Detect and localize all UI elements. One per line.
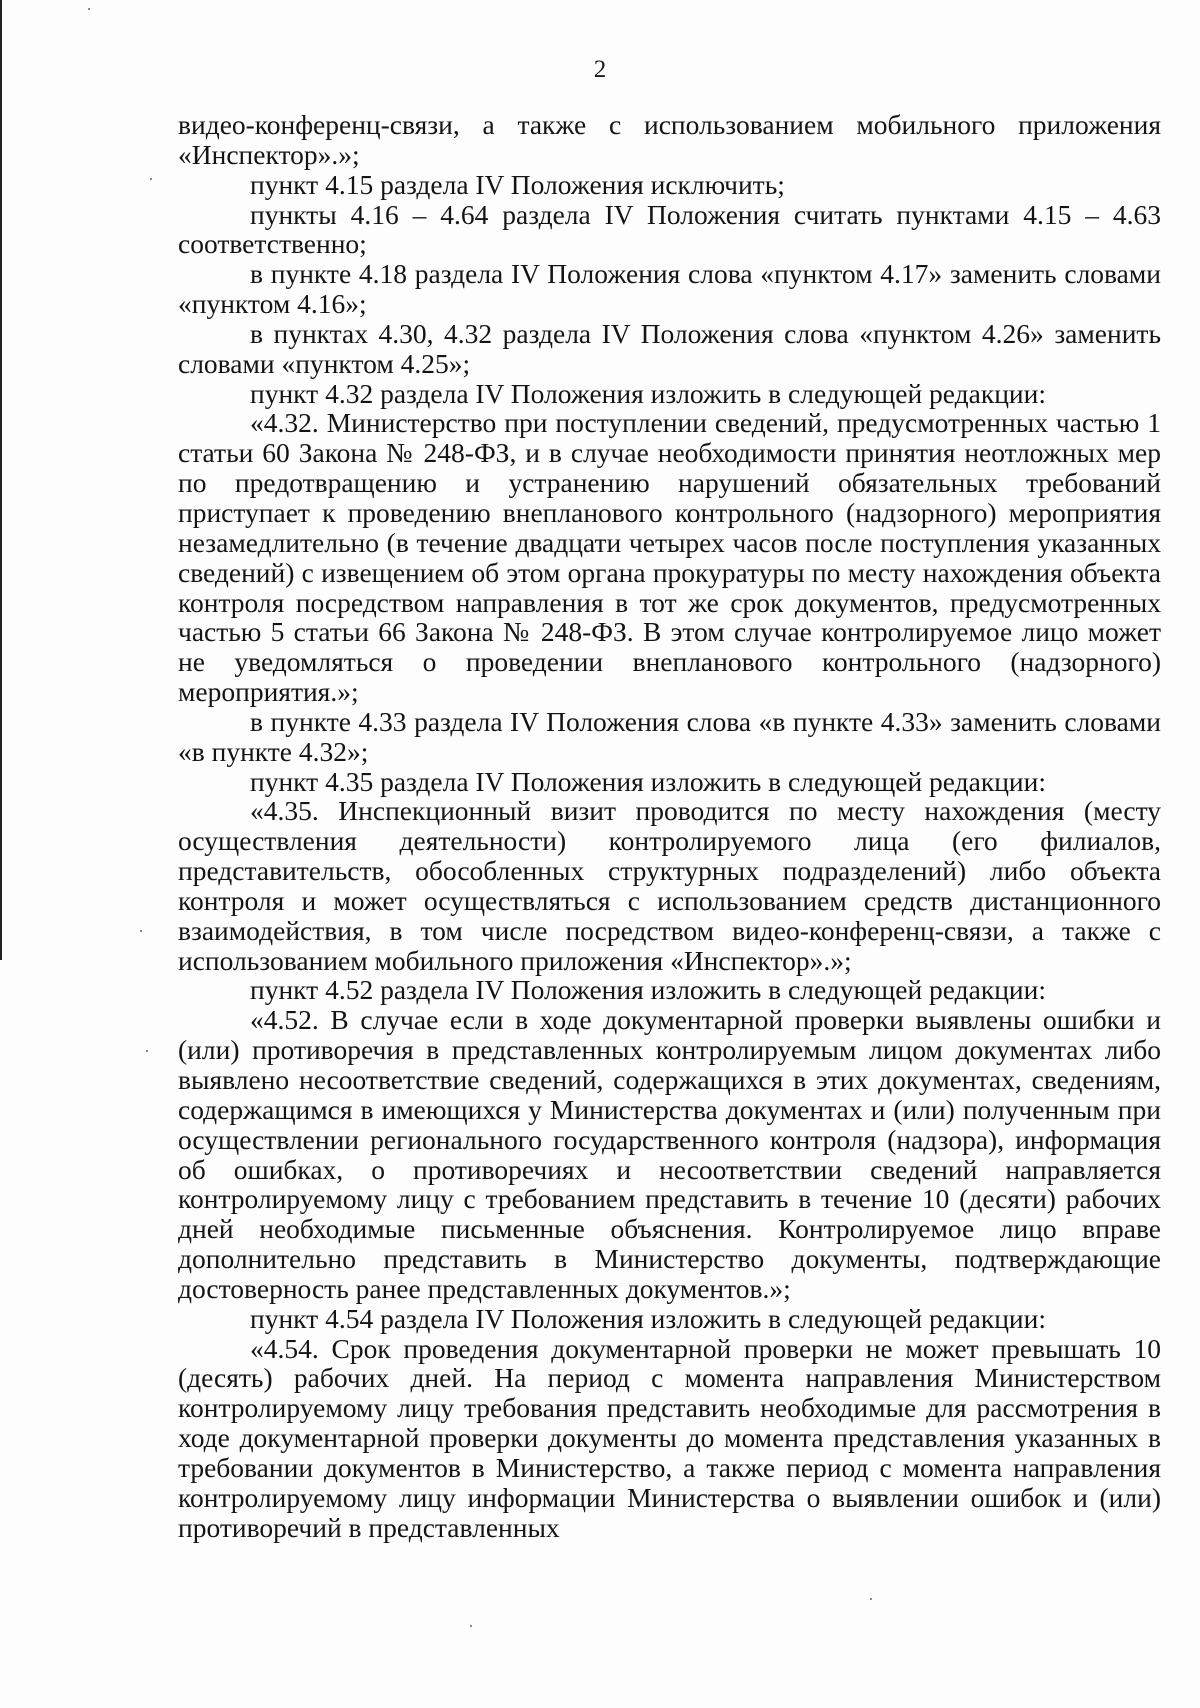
paragraph: пункт 4.32 раздела IV Положения изложить в следующей редакции: [250, 377, 1046, 409]
paragraph: в пункте 4.18 раздела IV Положения слова «пунктом 4.17» заменить словами «пунктом 4.16»; [178, 258, 1161, 320]
scan-edge-line [0, 0, 2, 960]
scan-speck [140, 930, 142, 932]
scan-speck [146, 1050, 148, 1052]
paragraph: в пункте 4.33 раздела IV Положения слова «в пункте 4.33» заменить словами «в пункте 4.32»; [178, 705, 1161, 767]
paragraph: пункт 4.52 раздела IV Положения изложить в следующей редакции: [250, 974, 1046, 1006]
paragraph: пункт 4.15 раздела IV Положения исключить; [250, 168, 785, 200]
paragraph: пункт 4.35 раздела IV Положения изложить в следующей редакции: [250, 765, 1046, 797]
scan-speck [470, 1625, 472, 1627]
paragraph: пункт 4.54 раздела IV Положения изложить в следующей редакции: [250, 1302, 1046, 1334]
scan-speck [150, 178, 152, 180]
paragraph: «4.35. Инспекционный визит проводится по месту нахождения (месту осуществления деятельности) контролируемого лица (его филиалов, представительств, обособленных структурных подразделений) либо объекта контроля и может осуществляться с использованием средств дистанционного взаимодействия, в том числе посредством видео-конференц-связи, а также с использованием мобильного приложения «Инспектор».»; [178, 795, 1161, 976]
document-body [178, 110, 1161, 1543]
scan-speck [88, 8, 90, 10]
paragraph: видео-конференц-связи, а также с использованием мобильного приложения «Инспектор».»; [178, 109, 1161, 170]
paragraph: «4.54. Срок проведения документарной проверки не может превышать 10 (десять) рабочих дней. На период с момента направления Министерством контролируемому лицу требования представить необходимые для рассмотрения в ходе документарной проверки документы до момента представления указанных в требовании документов в Министерство, а также период с момента направления контролируемому лицу информации Министерства о выявлении ошибок и (или) противоречий в представленных [178, 1332, 1161, 1543]
scan-speck [870, 1598, 872, 1600]
paragraph: «4.32. Министерство при поступлении сведений, предусмотренных частью 1 статьи 60 Закона № 248-ФЗ, и в случае необходимости принятия неотложных мер по предотвращению и устранению нарушений обязательных требований приступает к проведению внепланового контрольного (надзорного) мероприятия незамедлительно (в течение двадцати четырех часов после поступления указанных сведений) с извещением об этом органа прокуратуры по месту нахождения объекта контроля посредством направления в тот же срок документов, предусмотренных частью 5 статьи 66 Закона № 248-ФЗ. В этом случае контролируемое лицо может не уведомляться о проведении внепланового контрольного (надзорного) мероприятия.»; [178, 407, 1161, 708]
paragraph: пункты 4.16 – 4.64 раздела IV Положения считать пунктами 4.15 – 4.63 соответственно; [178, 198, 1161, 260]
page-number: 2 [593, 56, 607, 83]
paragraph: в пунктах 4.30, 4.32 раздела IV Положения слова «пунктом 4.26» заменить словами «пунктом 4.25»; [178, 317, 1161, 379]
paragraph: «4.52. В случае если в ходе документарной проверки выявлены ошибки и (или) противоречия в представленных контролируемым лицом документах либо выявлено несоответствие сведений, содержащихся в этих документах, сведениям, содержащимся в имеющихся у Министерства документах и (или) полученным при осуществлении регионального государственного контроля (надзора), информация об ошибках, о противоречиях и несоответствии сведений направляется контролируемому лицу с требованием представить в течение 10 (десяти) рабочих дней необходимые письменные объяснения. Контролируемое лицо вправе дополнительно представить в Министерство документы, подтверждающие достоверность ранее представленных документов.»; [178, 1004, 1161, 1304]
